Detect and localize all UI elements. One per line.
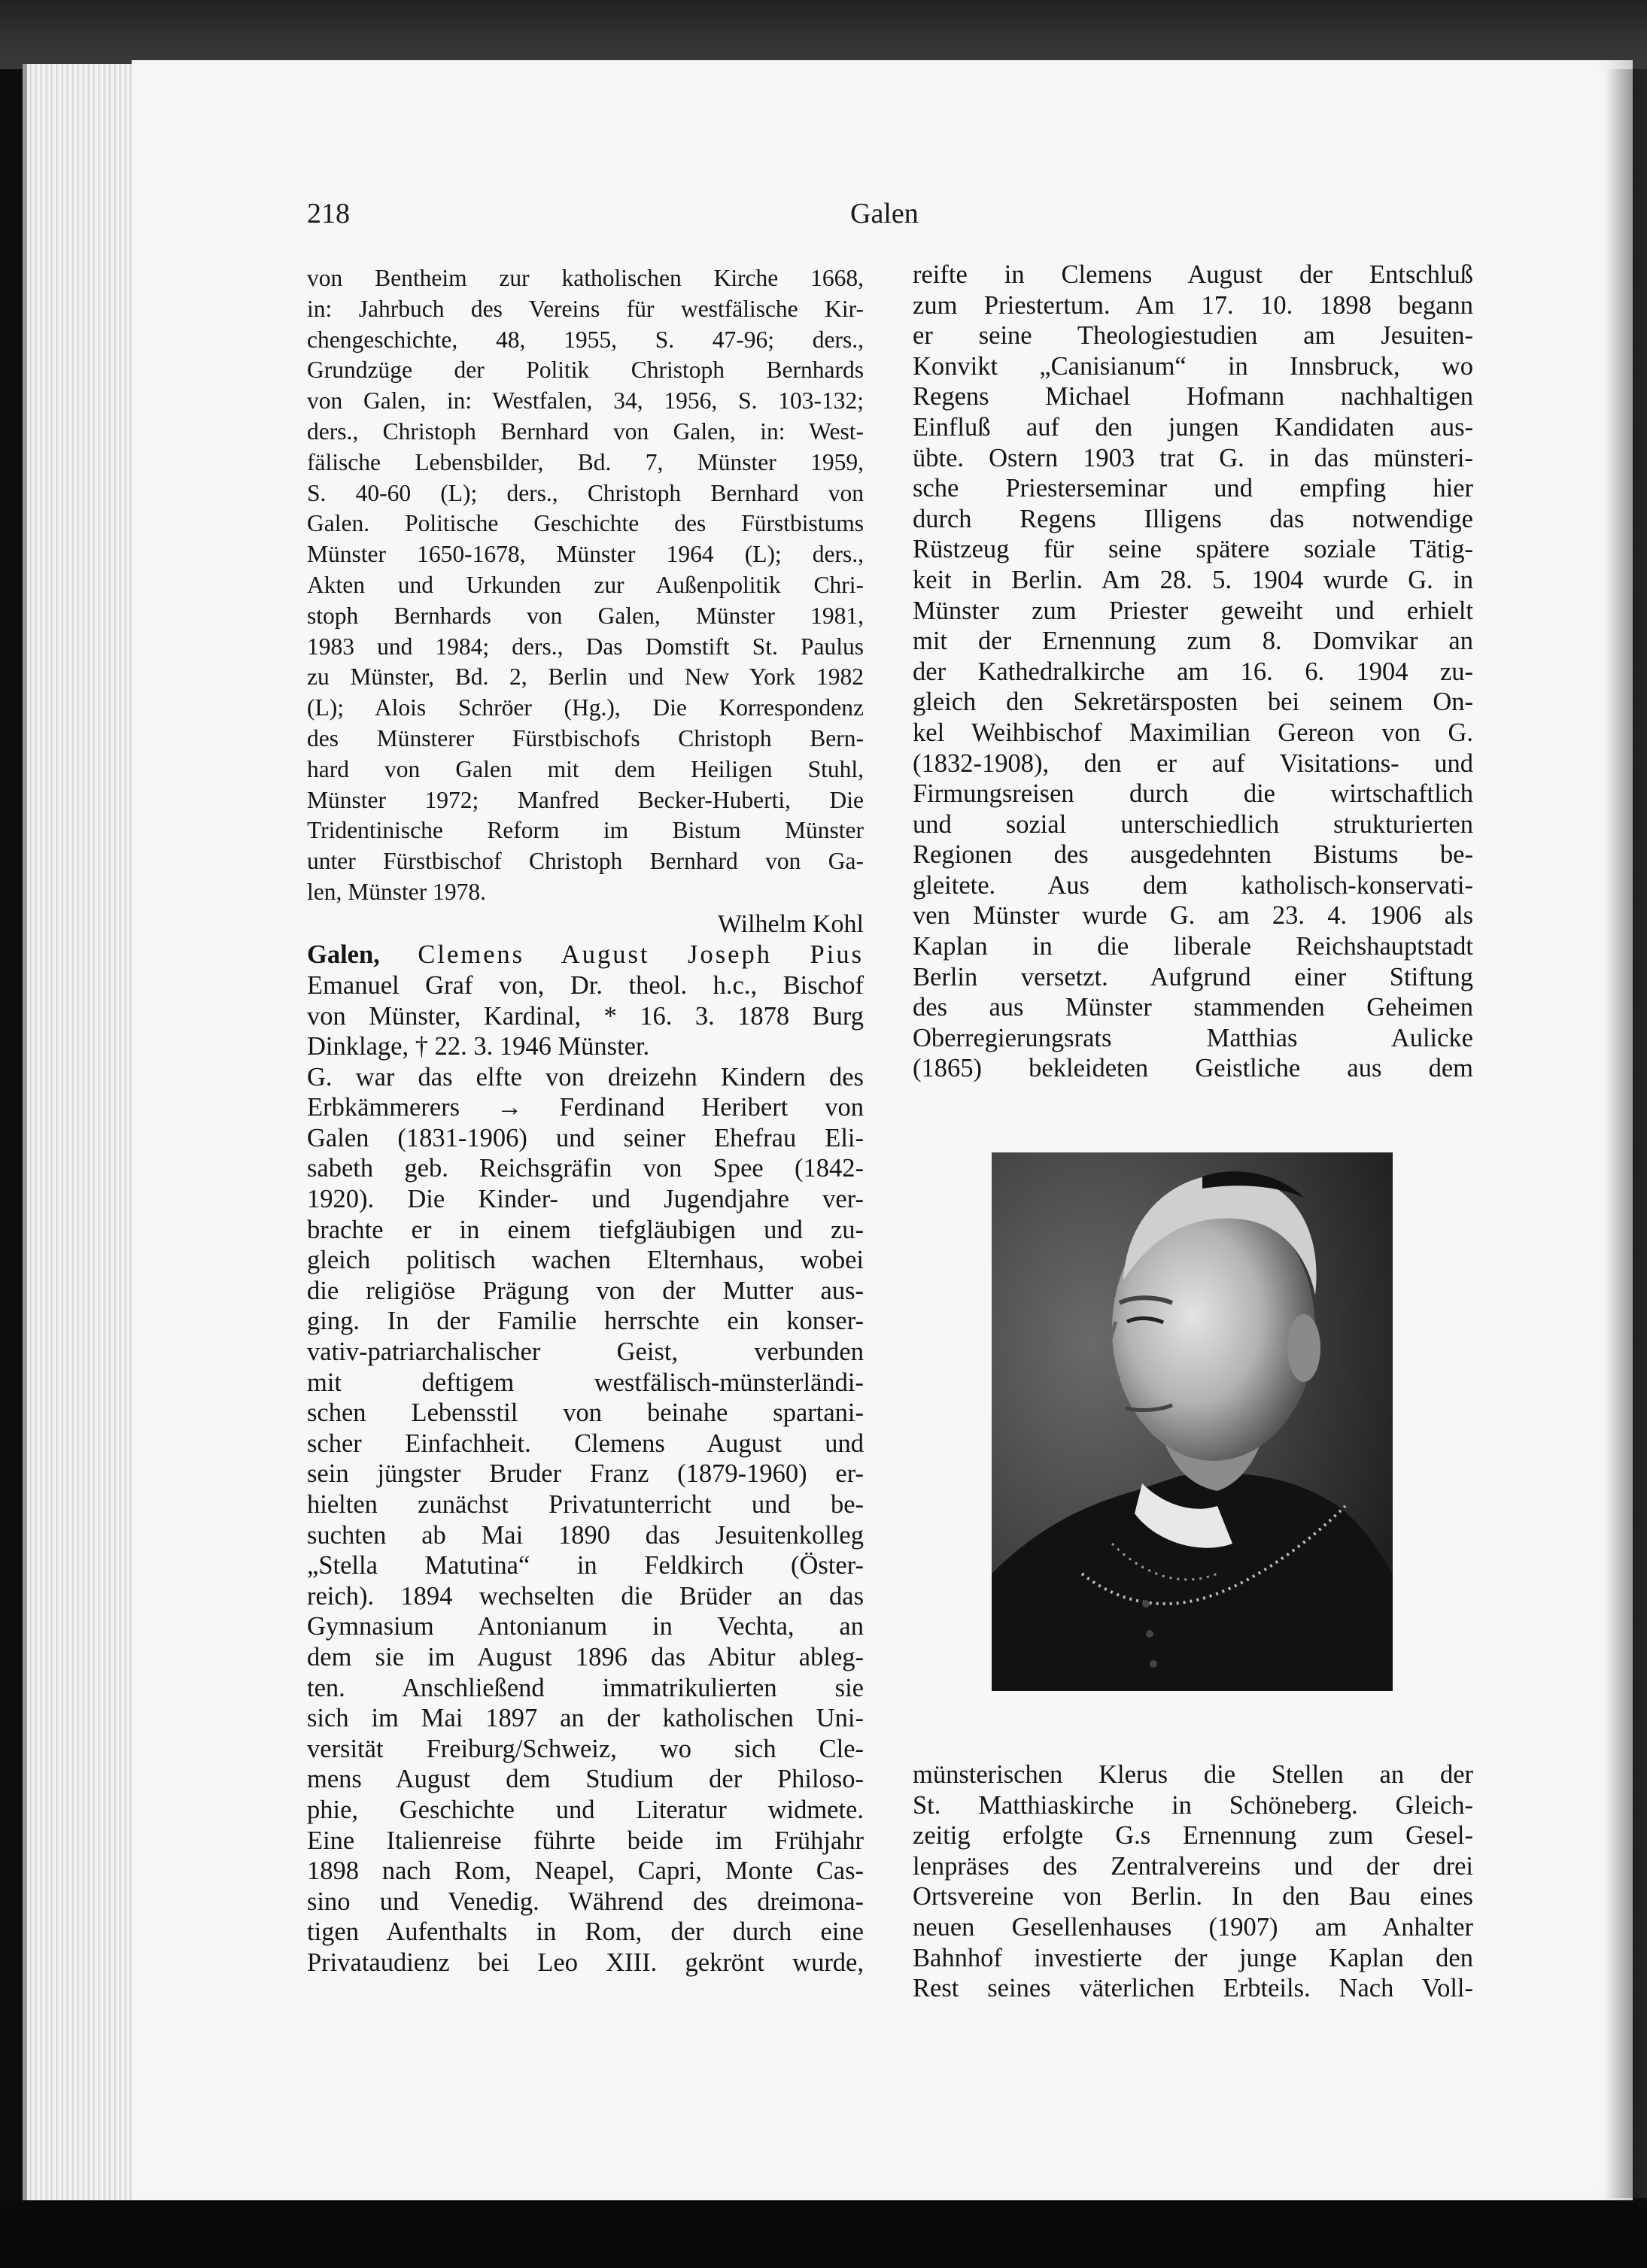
text-line: reich). 1894 wechselten die Brüder an das	[307, 1581, 864, 1611]
left-column	[307, 263, 864, 1978]
author-signature: Wilhelm Kohl	[717, 909, 864, 938]
text-line: Rüstzeug für seine spätere soziale Tätig-	[913, 535, 1473, 564]
text-line: Dinklage, † 22. 3. 1946 Münster.	[307, 1032, 650, 1061]
right-column-bottom	[913, 1759, 1473, 2004]
text-line: stoph Bernhards von Galen, Münster 1981,	[307, 602, 864, 629]
text-line: mens August dem Studium der Philoso-	[307, 1765, 864, 1794]
text-line: Ortsvereine von Berlin. In den Bau eines	[913, 1882, 1473, 1911]
book-page-edges	[23, 64, 147, 2204]
text-line: sabeth geb. Reichsgräfin von Spee (1842-	[307, 1154, 864, 1183]
entry-head	[307, 940, 864, 1061]
text-line: Kaplan in die liberale Reichshauptstadt	[913, 932, 1473, 961]
text-line: vativ-patriarchalischer Geist, verbunden	[307, 1337, 864, 1367]
text-line: hielten zunächst Privatunterricht und be-	[307, 1490, 864, 1520]
text-line: suchten ab Mai 1890 das Jesuitenkolleg	[307, 1520, 864, 1550]
text-line: der Kathedralkirche am 16. 6. 1904 zu-	[913, 657, 1473, 686]
text-line: zu Münster, Bd. 2, Berlin und New York 1982	[307, 663, 864, 691]
binding-shadow	[1606, 69, 1647, 2198]
entry-title-line	[307, 940, 864, 970]
text-line: dem sie im August 1896 das Abitur ableg-	[307, 1642, 864, 1671]
text-line: G. war das elfte von dreizehn Kindern des	[307, 1062, 864, 1091]
text-line: und sozial unterschiedlich strukturierten	[913, 809, 1473, 839]
text-line: Galen. Politische Geschichte des Fürstbistums	[307, 510, 864, 537]
text-line: gleitete. Aus dem katholisch-konservati-	[913, 870, 1473, 900]
text-line: von Bentheim zur katholischen Kirche 1668,	[307, 265, 864, 291]
entry-body-right-top	[913, 260, 1473, 1084]
text-line: sein jüngster Bruder Franz (1879-1960) er-	[307, 1459, 864, 1489]
text-line: Akten und Urkunden zur Außenpolitik Chri-	[307, 571, 864, 598]
text-line: Emanuel Graf von, Dr. theol. h.c., Bischof	[307, 970, 864, 1000]
text-line: reifte in Clemens August der Entschluß	[913, 260, 1473, 289]
entry-body-right-bottom	[913, 1759, 1473, 2004]
right-column-top	[913, 260, 1473, 1084]
text-line: Berlin versetzt. Aufgrund einer Stiftung	[913, 962, 1473, 991]
text-line: Eine Italienreise führte beide im Frühjahr	[307, 1826, 864, 1855]
text-line: St. Matthiaskirche in Schöneberg. Gleich-	[913, 1790, 1473, 1820]
text-line: Münster zum Priester geweiht und erhielt	[913, 596, 1473, 625]
text-line: ging. In der Familie herrschte ein konser-	[307, 1307, 864, 1336]
text-line: Münster 1972; Manfred Becker-Huberti, Die	[307, 786, 864, 813]
text-line: die religiöse Prägung von der Mutter aus-	[307, 1276, 864, 1305]
text-line: tigen Aufenthalts in Rom, der durch eine	[307, 1917, 864, 1947]
text-line: hard von Galen mit dem Heiligen Stuhl,	[307, 755, 864, 782]
text-line: 1920). Die Kinder- und Jugendjahre ver-	[307, 1185, 864, 1214]
text-line: kel Weihbischof Maximilian Gereon von G.	[913, 718, 1473, 747]
text-line: Konvikt „Canisianum“ in Innsbruck, wo	[913, 351, 1473, 381]
text-line: chengeschichte, 48, 1955, S. 47-96; ders.,	[307, 326, 864, 353]
running-title: Galen	[850, 198, 919, 229]
text-line: (L); Alois Schröer (Hg.), Die Korrespondenz	[307, 694, 864, 721]
text-line: des aus Münster stammenden Geheimen	[913, 993, 1473, 1022]
entry-name: Clemens August Joseph Pius	[379, 940, 864, 970]
text-line: Firmungsreisen durch die wirtschaftlich	[913, 779, 1473, 809]
portrait-image	[992, 1152, 1393, 1691]
portrait-photo	[992, 1152, 1393, 1691]
text-line: brachte er in einem tiefgläubigen und zu-	[307, 1215, 864, 1244]
text-line: ten. Anschließend immatrikulierten sie	[307, 1673, 864, 1702]
text-line: Galen (1831-1906) und seiner Ehefrau Eli-	[307, 1123, 864, 1152]
text-line: durch Regens Illigens das notwendige	[913, 504, 1473, 533]
text-line: 1983 und 1984; ders., Das Domstift St. Paulus	[307, 633, 864, 660]
text-line: er seine Theologiestudien am Jesuiten-	[913, 321, 1473, 351]
text-line: keit in Berlin. Am 28. 5. 1904 wurde G. in	[913, 565, 1473, 594]
text-line: sche Priesterseminar und empfing hier	[913, 474, 1473, 503]
text-line: unter Fürstbischof Christoph Bernhard von Ga-	[307, 848, 864, 875]
entry-body-left	[307, 1062, 864, 1978]
text-line: lenpräses des Zentralvereins und der drei	[913, 1851, 1473, 1881]
text-line: Regionen des ausgedehnten Bistums be-	[913, 840, 1473, 870]
text-line: 1898 nach Rom, Neapel, Capri, Monte Cas-	[307, 1857, 864, 1886]
text-line: scher Einfachheit. Clemens August und	[307, 1429, 864, 1458]
text-line: Oberregierungsrats Matthias Aulicke	[913, 1023, 1473, 1052]
text-line: übte. Ostern 1903 trat G. in das münsteri-	[913, 443, 1473, 472]
text-line: Rest seines väterlichen Erbteils. Nach Voll-	[913, 1974, 1473, 2003]
text-line: Erbkämmerers → Ferdinand Heribert von	[307, 1093, 864, 1122]
text-line: S. 40-60 (L); ders., Christoph Bernhard von	[307, 479, 864, 506]
text-line: (1865) bekleideten Geistliche aus dem	[913, 1054, 1473, 1083]
page-number: 218	[307, 198, 350, 229]
bibliography	[307, 263, 864, 908]
text-line: ders., Christoph Bernhard von Galen, in: West-	[307, 417, 864, 445]
text-line: len, Münster 1978.	[307, 878, 486, 905]
lemma: Galen,	[307, 940, 380, 970]
text-line: Gymnasium Antonianum in Vechta, an	[307, 1612, 864, 1641]
text-line: gleich politisch wachen Elternhaus, wobei	[307, 1246, 864, 1275]
text-line: von Münster, Kardinal, * 16. 3. 1878 Burg	[307, 1001, 864, 1031]
text-line: gleich den Sekretärsposten bei seinem On-	[913, 688, 1473, 717]
text-line: Münster 1650-1678, Münster 1964 (L); ders.,	[307, 541, 864, 568]
text-line: Grundzüge der Politik Christoph Bernhards	[307, 357, 864, 384]
text-line: schen Lebensstil von beinahe spartani-	[307, 1398, 864, 1428]
scan-top-border	[0, 0, 1647, 69]
text-line: in: Jahrbuch des Vereins für westfälische Kir-	[307, 295, 864, 322]
text-line: zeitig erfolgte G.s Ernennung zum Gesel-	[913, 1821, 1473, 1851]
text-line: von Galen, in: Westfalen, 34, 1956, S. 103-132;	[307, 387, 864, 414]
text-line: neuen Gesellenhauses (1907) am Anhalter	[913, 1912, 1473, 1942]
text-line: sino und Venedig. Während des dreimona-	[307, 1887, 864, 1916]
text-line: Regens Michael Hofmann nachhaltigen	[913, 382, 1473, 411]
text-line: ven Münster wurde G. am 23. 4. 1906 als	[913, 901, 1473, 931]
text-line: Privataudienz bei Leo XIII. gekrönt wurde,	[307, 1948, 864, 1977]
text-line: Einfluß auf den jungen Kandidaten aus-	[913, 412, 1473, 442]
text-line: des Münsterer Fürstbischofs Christoph Bern-	[307, 724, 864, 751]
text-line: münsterischen Klerus die Stellen an der	[913, 1760, 1473, 1789]
text-line: „Stella Matutina“ in Feldkirch (Öster-	[307, 1551, 864, 1580]
text-line: Bahnhof investierte der junge Kaplan den	[913, 1943, 1473, 1972]
text-line: mit deftigem westfälisch-münsterländi-	[307, 1368, 864, 1397]
text-line: (1832-1908), den er auf Visitations- und	[913, 748, 1473, 778]
text-line: phie, Geschichte und Literatur widmete.	[307, 1795, 864, 1824]
scan-bottom-border	[0, 2200, 1647, 2268]
text-line: fälische Lebensbilder, Bd. 7, Münster 1959,	[307, 448, 864, 475]
text-line: zum Priestertum. Am 17. 10. 1898 begann	[913, 290, 1473, 320]
text-line: Tridentinische Reform im Bistum Münster	[307, 817, 864, 844]
text-line: sich im Mai 1897 an der katholischen Uni-	[307, 1704, 864, 1733]
text-line: mit der Ernennung zum 8. Domvikar an	[913, 627, 1473, 656]
text-line: versität Freiburg/Schweiz, wo sich Cle-	[307, 1734, 864, 1763]
